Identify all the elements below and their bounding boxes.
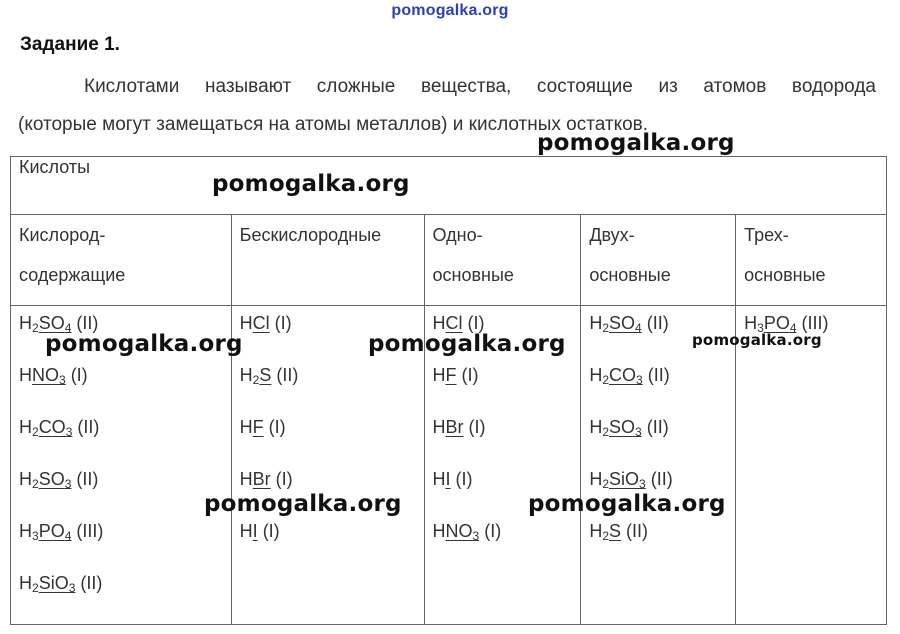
header-line: Бескислородные — [239, 225, 382, 245]
acid-formula: $H_2SiO_3$ (II) — [589, 469, 673, 491]
acid-residue: $PO_4$ — [763, 313, 797, 335]
header-oxygen-free — [231, 215, 424, 306]
intro-line-2: (которые могут замещаться на атомы металлов) и кислотных остатков. — [18, 114, 649, 135]
header-oxygen-containing — [11, 215, 232, 306]
column-tribasic — [736, 306, 887, 625]
table-title-cell: Кислоты — [11, 157, 887, 215]
acid-residue: SiO$_3$ — [609, 469, 646, 491]
acid-residue: S — [259, 365, 272, 385]
header-line: основные — [432, 265, 514, 285]
acid-residue: $NO_3$ — [32, 365, 66, 387]
acid-residue: $PO_4$ — [38, 521, 72, 543]
acid-residue: $NO_3$ — [445, 521, 480, 543]
header-monobasic — [424, 215, 581, 306]
header-line: основные — [744, 265, 826, 285]
acid-residue: $CO_3$ — [609, 365, 643, 387]
acid-residue: Br — [252, 469, 271, 489]
header-tribasic — [736, 215, 887, 306]
acid-residue: $SO_3$ — [38, 469, 72, 491]
acid-formula: $HNO_3$ (I) — [19, 365, 88, 387]
acid-formula: $H_2CO_3$ (II) — [589, 365, 670, 387]
watermark: pomogalka.org — [212, 171, 410, 197]
acid-residue: I — [445, 469, 451, 489]
acid-residue: I — [252, 521, 258, 541]
acid-residue: $CO_3$ — [38, 417, 73, 439]
acid-formula: $HNO_3$ (I) — [432, 521, 502, 543]
acid-formula: HI (I) — [432, 469, 473, 489]
header-line: Кислород- — [19, 225, 106, 245]
site-header-watermark: pomogalka.org — [391, 2, 509, 19]
acid-formula: HBr (I) — [239, 469, 293, 489]
acid-residue: Br — [445, 417, 464, 437]
header-line: Двух- — [589, 225, 635, 245]
acids-table — [10, 156, 887, 625]
acid-formula: $H_2S$ (II) — [239, 365, 299, 387]
acid-residue: SiO$_3$ — [38, 573, 76, 595]
acid-formula: HF (I) — [432, 365, 479, 385]
acid-residue: Cl — [445, 313, 463, 333]
acid-formula: HCl (I) — [239, 313, 292, 333]
watermark: pomogalka.org — [45, 331, 243, 357]
acid-residue: Cl — [252, 313, 270, 333]
acid-formula: $H_3PO_4$ (III) — [19, 521, 104, 543]
acid-residue: F — [252, 417, 264, 437]
acid-formula: HF (I) — [239, 417, 286, 437]
watermark: pomogalka.org — [692, 331, 822, 349]
header-line: содержащие — [19, 265, 126, 285]
acid-formula: $H_2SO_3$ (II) — [589, 417, 669, 439]
watermark: pomogalka.org — [528, 491, 726, 517]
header-line: Трех- — [744, 225, 789, 245]
task-title: Задание 1. — [20, 34, 120, 55]
header-line: основные — [589, 265, 671, 285]
acid-formula: HBr (I) — [432, 417, 486, 437]
acid-residue: S — [609, 521, 622, 541]
table-header-row — [11, 215, 887, 306]
table-title-row — [11, 157, 887, 215]
acid-residue: $SO_3$ — [609, 417, 642, 439]
acid-residue: $SO_4$ — [609, 313, 642, 335]
acid-formula: $H_3PO_4$ (III) — [744, 313, 829, 335]
header-line: Одно- — [432, 225, 483, 245]
acid-formula: $H_2CO_3$ (II) — [19, 417, 100, 439]
watermark: pomogalka.org — [537, 130, 735, 156]
acid-formula: $H_2SiO_3$ (II) — [19, 573, 103, 595]
acid-residue: F — [445, 365, 457, 385]
acid-formula: HCl (I) — [432, 313, 485, 333]
acid-formula: $H_2SO_3$ (II) — [19, 469, 99, 491]
acid-formula: $H_2S$ (II) — [589, 521, 649, 543]
intro-line-1: Кислотами называют сложные вещества, состоящие из атомов водорода — [84, 76, 876, 97]
column-dibasic — [581, 306, 736, 625]
acid-residue: $SO_4$ — [38, 313, 72, 335]
watermark: pomogalka.org — [368, 331, 566, 357]
watermark: pomogalka.org — [204, 491, 402, 517]
intro-paragraph — [18, 68, 876, 144]
acid-formula: HI (I) — [239, 521, 280, 541]
acid-formula: $H_2SO_4$ (II) — [19, 313, 99, 335]
acid-formula: $H_2SO_4$ (II) — [589, 313, 669, 335]
header-dibasic — [581, 215, 736, 306]
